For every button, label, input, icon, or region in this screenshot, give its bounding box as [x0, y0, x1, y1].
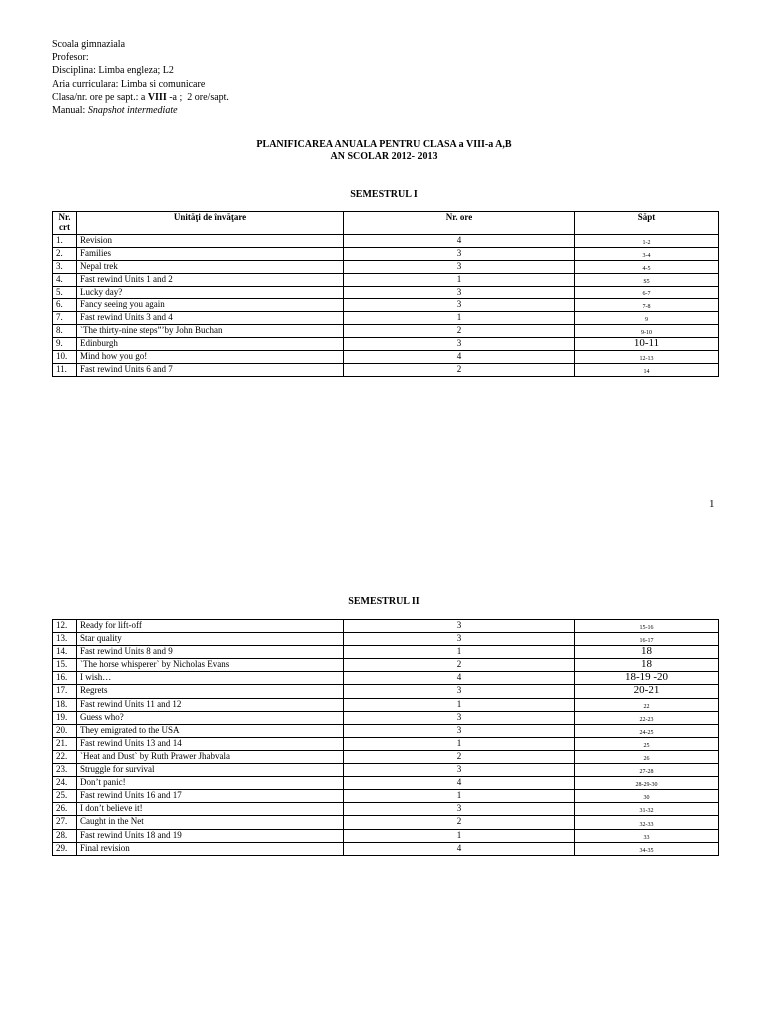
week-cell: S5 — [575, 273, 719, 286]
hours-cell: 2 — [344, 325, 575, 338]
hours-cell: 3 — [344, 299, 575, 312]
hours-cell: 2 — [344, 750, 575, 763]
unit-cell: Revision — [77, 235, 344, 248]
manual-line — [52, 104, 229, 117]
school-name: Scoala gimnaziala — [52, 39, 126, 50]
week-cell: 14 — [575, 363, 719, 376]
row-number-cell: 10. — [53, 351, 77, 364]
week-cell: 10-11 — [575, 338, 719, 351]
unit-cell: Regrets — [77, 685, 344, 698]
row-number-cell: 25. — [53, 790, 77, 803]
week-cell: 3-4 — [575, 247, 719, 260]
row-number-cell: 22. — [53, 750, 77, 763]
hours-cell: 1 — [344, 829, 575, 842]
table-row — [53, 685, 719, 698]
row-number-cell: 4. — [53, 273, 77, 286]
unit-cell: Star quality — [77, 633, 344, 646]
unit-cell: Lucky day? — [77, 286, 344, 299]
week-cell: 15-16 — [575, 620, 719, 633]
unit-cell: Guess who? — [77, 711, 344, 724]
row-number-cell: 7. — [53, 312, 77, 325]
unit-cell: `Heat and Dust` by Ruth Prawer Jhabvala — [77, 750, 344, 763]
table-row — [53, 672, 719, 685]
week-cell: 9-10 — [575, 325, 719, 338]
semester-1-rows — [53, 235, 719, 377]
table-row — [53, 698, 719, 711]
row-number-cell: 8. — [53, 325, 77, 338]
table-row — [53, 711, 719, 724]
table-row — [53, 260, 719, 273]
hours-cell: 4 — [344, 842, 575, 855]
unit-cell: Struggle for survival — [77, 764, 344, 777]
week-cell: 18-19 -20 — [575, 672, 719, 685]
row-number-cell: 15. — [53, 659, 77, 672]
unit-cell: `The horse whisperer` by Nicholas Evans — [77, 659, 344, 672]
row-number-cell: 9. — [53, 338, 77, 351]
week-cell: 6-7 — [575, 286, 719, 299]
unit-cell: Mind how you go! — [77, 351, 344, 364]
table-row — [53, 724, 719, 737]
manual-prefix: Manual: — [52, 105, 88, 117]
hours-cell: 1 — [344, 737, 575, 750]
teacher-label: Profesor: — [52, 52, 89, 64]
row-number-cell: 1. — [53, 235, 77, 248]
semester-1-title: SEMESTRUL I — [350, 189, 418, 200]
hours-cell: 2 — [344, 816, 575, 829]
table-row — [53, 338, 719, 351]
row-number-cell: 14. — [53, 646, 77, 659]
week-cell: 22-23 — [575, 711, 719, 724]
table-row — [53, 764, 719, 777]
class-grade: VIII — [147, 91, 167, 103]
unit-cell: They emigrated to the USA — [77, 724, 344, 737]
week-cell: 16-17 — [575, 633, 719, 646]
week-cell: 20-21 — [575, 685, 719, 698]
row-number-cell: 20. — [53, 724, 77, 737]
table-row — [53, 633, 719, 646]
manual-name: Snapshot intermediate — [87, 105, 178, 117]
semester-2-rows — [53, 620, 719, 856]
row-number-cell: 28. — [53, 829, 77, 842]
row-number-cell: 24. — [53, 777, 77, 790]
table-row — [53, 273, 719, 286]
unit-cell: Nepal trek — [77, 260, 344, 273]
school-year-title: AN SCOLAR 2012- 2013 — [330, 151, 438, 162]
week-cell: 7-8 — [575, 299, 719, 312]
row-number-cell: 3. — [53, 260, 77, 273]
hours-cell: 3 — [344, 711, 575, 724]
table-row — [53, 646, 719, 659]
table-row — [53, 286, 719, 299]
row-number-cell: 18. — [53, 698, 77, 711]
unit-cell: Edinburgh — [77, 338, 344, 351]
week-cell: 18 — [575, 659, 719, 672]
hours-cell: 3 — [344, 764, 575, 777]
unit-cell: Caught in the Net — [77, 816, 344, 829]
table-row — [53, 777, 719, 790]
row-number-cell: 21. — [53, 737, 77, 750]
week-cell: 18 — [575, 646, 719, 659]
table-row — [53, 299, 719, 312]
week-header: Săpt — [575, 212, 719, 235]
table-row — [53, 363, 719, 376]
hours-cell: 3 — [344, 633, 575, 646]
row-number-cell: 5. — [53, 286, 77, 299]
row-number-cell: 23. — [53, 764, 77, 777]
hours-cell: 1 — [344, 646, 575, 659]
unit-cell: Fast rewind Units 16 and 17 — [77, 790, 344, 803]
unit-cell: Fast rewind Units 1 and 2 — [77, 273, 344, 286]
plan-title: PLANIFICAREA ANUALA PENTRU CLASA a VIII-a A,B — [256, 139, 512, 150]
class-prefix: Clasa/nr. ore pe sapt.: a — [52, 91, 148, 103]
semester-2-title: SEMESTRUL II — [348, 596, 420, 607]
week-cell: 27-28 — [575, 764, 719, 777]
hours-cell: 3 — [344, 620, 575, 633]
week-cell: 9 — [575, 312, 719, 325]
week-cell: 28-29-30 — [575, 777, 719, 790]
curricular-area-line: Aria curriculara: Limba si comunicare — [52, 78, 206, 90]
table-row — [53, 247, 719, 260]
row-number-cell: 16. — [53, 672, 77, 685]
table-row — [53, 659, 719, 672]
row-number-cell: 6. — [53, 299, 77, 312]
unit-cell: I don’t believe it! — [77, 803, 344, 816]
hours-cell: 3 — [344, 260, 575, 273]
hours-cell: 4 — [344, 777, 575, 790]
table-row — [53, 842, 719, 855]
week-cell: 4-5 — [575, 260, 719, 273]
unit-cell: Fast rewind Units 8 and 9 — [77, 646, 344, 659]
unit-cell: Fancy seeing you again — [77, 299, 344, 312]
unit-cell: I wish… — [77, 672, 344, 685]
week-cell: 34-35 — [575, 842, 719, 855]
table-row — [53, 790, 719, 803]
hours-cell: 4 — [344, 235, 575, 248]
class-suffix: -a ; 2 ore/sapt. — [166, 91, 229, 103]
hours-cell: 1 — [344, 273, 575, 286]
unit-cell: Ready for lift-off — [77, 620, 344, 633]
unit-cell: `The thirty-nine steps”’by John Buchan — [77, 325, 344, 338]
week-cell: 22 — [575, 698, 719, 711]
hours-cell: 2 — [344, 363, 575, 376]
week-cell: 12-13 — [575, 351, 719, 364]
hours-cell: 3 — [344, 685, 575, 698]
hours-cell: 1 — [344, 790, 575, 803]
week-cell: 32-33 — [575, 816, 719, 829]
table-row — [53, 737, 719, 750]
hours-cell: 3 — [344, 724, 575, 737]
page-number: 1 — [709, 498, 715, 510]
hours-cell: 1 — [344, 698, 575, 711]
table-row — [53, 829, 719, 842]
hours-cell: 2 — [344, 659, 575, 672]
class-hours-line — [52, 91, 229, 104]
hours-cell: 1 — [344, 312, 575, 325]
semester-1-table — [52, 211, 719, 377]
unit-cell: Fast rewind Units 3 and 4 — [77, 312, 344, 325]
hours-cell: 3 — [344, 338, 575, 351]
row-number-cell: 19. — [53, 711, 77, 724]
table-row — [53, 620, 719, 633]
hours-cell: 4 — [344, 351, 575, 364]
week-cell: 26 — [575, 750, 719, 763]
unit-header: Unităţi de învăţare — [77, 212, 344, 235]
unit-cell: Fast rewind Units 11 and 12 — [77, 698, 344, 711]
table-row — [53, 235, 719, 248]
week-cell: 1-2 — [575, 235, 719, 248]
table-header-row — [53, 212, 719, 235]
unit-cell: Final revision — [77, 842, 344, 855]
hours-cell: 3 — [344, 286, 575, 299]
table-row — [53, 803, 719, 816]
week-cell: 25 — [575, 737, 719, 750]
table-row — [53, 312, 719, 325]
hours-cell: 4 — [344, 672, 575, 685]
week-cell: 31-32 — [575, 803, 719, 816]
table-row — [53, 750, 719, 763]
unit-cell: Fast rewind Units 6 and 7 — [77, 363, 344, 376]
row-number-cell: 2. — [53, 247, 77, 260]
hours-cell: 3 — [344, 247, 575, 260]
table-row — [53, 816, 719, 829]
nr-crt-header: Nr. crt — [53, 212, 77, 235]
unit-cell: Fast rewind Units 18 and 19 — [77, 829, 344, 842]
row-number-cell: 13. — [53, 633, 77, 646]
discipline-line: Disciplina: Limba engleza; L2 — [52, 65, 174, 77]
hours-cell: 3 — [344, 803, 575, 816]
unit-cell: Families — [77, 247, 344, 260]
row-number-cell: 12. — [53, 620, 77, 633]
table-row — [53, 351, 719, 364]
week-cell: 24-25 — [575, 724, 719, 737]
unit-cell: Fast rewind Units 13 and 14 — [77, 737, 344, 750]
unit-cell: Don’t panic! — [77, 777, 344, 790]
document-header — [52, 38, 229, 117]
week-cell: 30 — [575, 790, 719, 803]
hours-header: Nr. ore — [344, 212, 575, 235]
row-number-cell: 26. — [53, 803, 77, 816]
table-row — [53, 325, 719, 338]
semester-2-table — [52, 619, 719, 856]
row-number-cell: 11. — [53, 363, 77, 376]
row-number-cell: 29. — [53, 842, 77, 855]
row-number-cell: 17. — [53, 685, 77, 698]
row-number-cell: 27. — [53, 816, 77, 829]
week-cell: 33 — [575, 829, 719, 842]
